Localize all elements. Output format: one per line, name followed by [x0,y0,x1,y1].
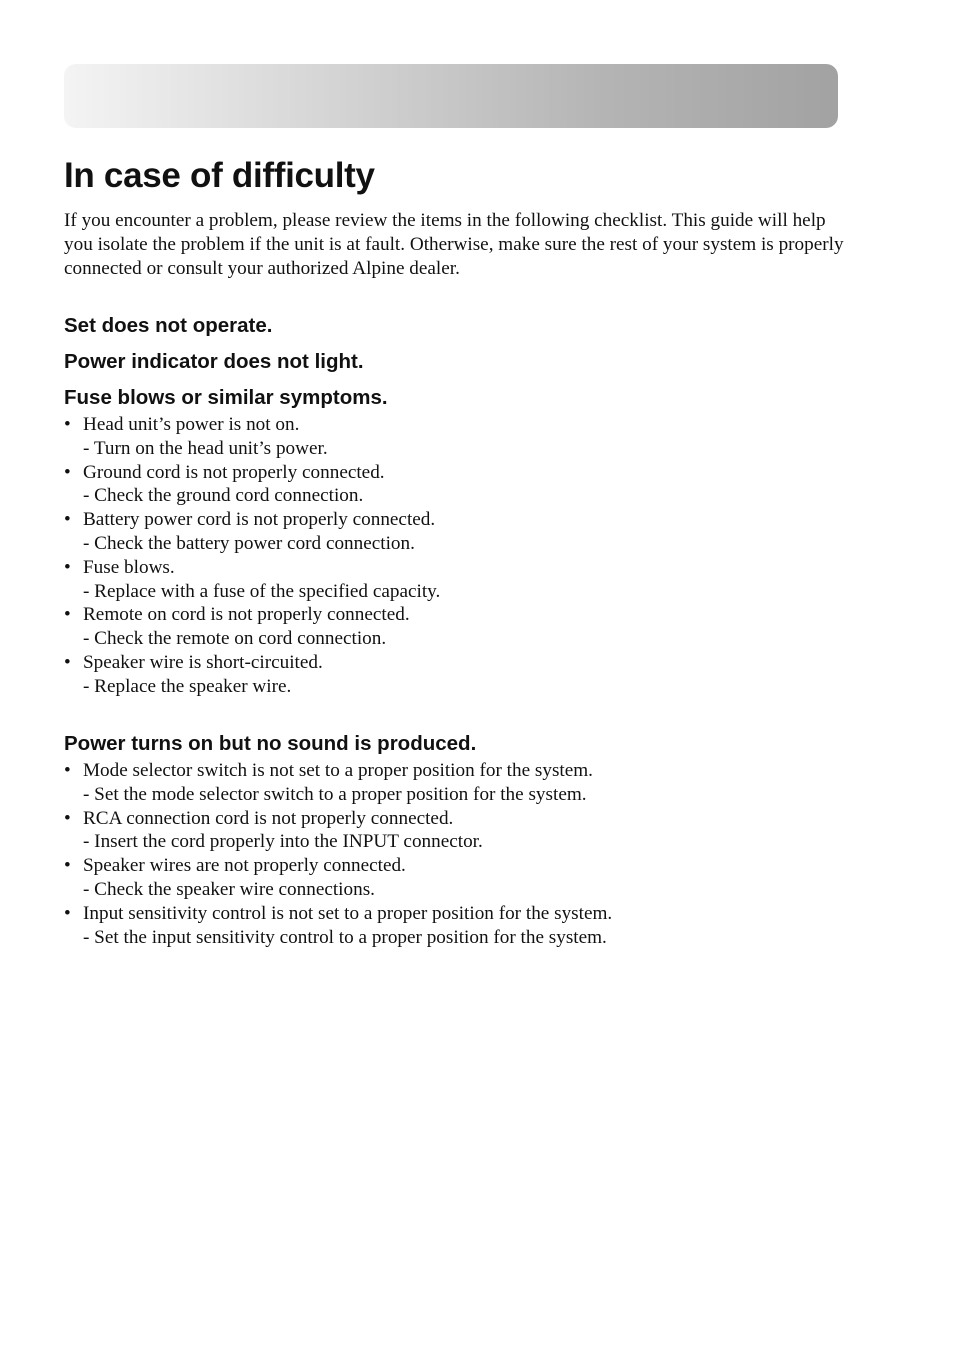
list-item [64,603,884,651]
remedy-text: - Insert the cord properly into the INPUT connector. [83,831,483,853]
problem-text: Head unit’s power is not on. [83,414,300,435]
remedy-text: - Turn on the head unit’s power. [83,437,328,459]
checklist [64,413,884,699]
troubleshooting-section-no-operation [64,308,884,699]
list-item [64,651,884,699]
remedy-text: - Check the remote on cord connection. [83,628,387,650]
remedy-text: - Check the ground cord connection. [83,485,364,507]
bullet-icon: • [64,902,71,924]
intro-paragraph: If you encounter a problem, please review the items in the following checklist. This guide will help you isolate the problem if the unit is at fault. Otherwise, make sure the rest of your system is properly connected or consult your authorized Alpine dealer. [64,210,844,279]
page-title: In case of difficulty [64,156,375,195]
list-item [64,807,884,855]
problem-text: Mode selector switch is not set to a proper position for the system. [83,760,593,781]
remedy-text: - Replace the speaker wire. [83,675,292,697]
bullet-icon: • [64,855,71,877]
list-item [64,508,884,556]
remedy-text: - Check the speaker wire connections. [83,878,375,900]
remedy-text: - Set the input sensitivity control to a proper position for the system. [83,926,607,948]
bullet-icon: • [64,807,71,829]
bullet-icon: • [64,651,71,673]
remedy-text: - Check the battery power cord connection. [83,532,415,554]
list-item [64,759,884,807]
problem-text: Battery power cord is not properly connected. [83,509,436,531]
section-heading: Fuse blows or similar symptoms. [64,386,388,409]
problem-text: Speaker wires are not properly connected. [83,855,406,877]
bullet-icon: • [64,604,71,626]
problem-text: Remote on cord is not properly connected. [83,604,410,626]
list-item [64,902,884,950]
list-item [64,413,884,461]
problem-text: RCA connection cord is not properly connected. [83,807,454,829]
section-heading: Set does not operate. [64,314,273,337]
list-item [64,461,884,509]
list-item [64,556,884,604]
problem-text: Input sensitivity control is not set to a proper position for the system. [83,902,613,924]
section-heading: Power indicator does not light. [64,350,364,373]
troubleshooting-section-no-sound [64,726,884,949]
section-header-band [64,64,838,128]
bullet-icon: • [64,509,71,531]
problem-text: Fuse blows. [83,556,175,578]
section-heading: Power turns on but no sound is produced. [64,732,477,755]
remedy-text: - Set the mode selector switch to a proper position for the system. [83,783,587,805]
checklist [64,759,884,949]
bullet-icon: • [64,556,71,578]
bullet-icon: • [64,760,71,781]
remedy-text: - Replace with a fuse of the specified capacity. [83,580,441,602]
list-item [64,854,884,902]
problem-text: Ground cord is not properly connected. [83,461,385,483]
bullet-icon: • [64,414,71,435]
bullet-icon: • [64,461,71,483]
problem-text: Speaker wire is short-circuited. [83,651,323,673]
